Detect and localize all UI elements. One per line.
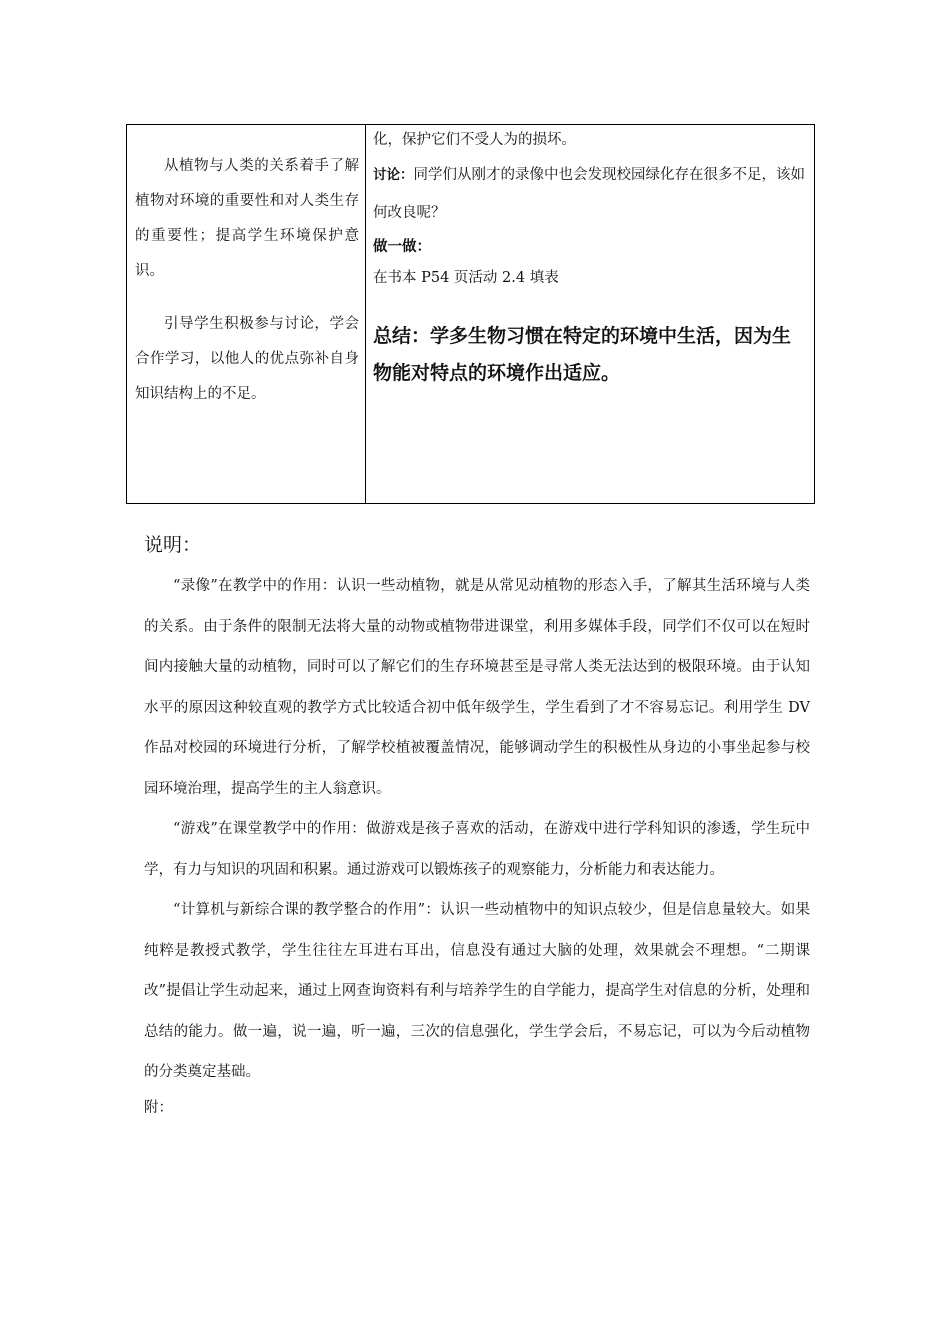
discussion-item xyxy=(373,156,809,232)
goals-cell xyxy=(135,149,359,412)
summary-text: 总结：学多生物习惯在特定的环境中生活，因为生物能对特点的环境作出适应。 xyxy=(373,325,792,384)
notes-title: 说明： xyxy=(144,534,202,556)
do-text: 在书本 P54 页活动 2.4 填表 xyxy=(373,270,559,286)
continued-line: 化，保护它们不受人为的损坏。 xyxy=(373,132,576,148)
discussion-label: 讨论： xyxy=(373,167,414,183)
goal-paragraph: 从植物与人类的关系着手了解植物对环境的重要性和对人类生存的重要性；提高学生环境保护意识。 xyxy=(135,158,359,279)
do-label: 做一做： xyxy=(373,239,431,255)
activities-cell xyxy=(373,125,809,392)
goal-paragraph: 引导学生积极参与讨论，学会合作学习，以他人的优点弥补自身知识结构上的不足。 xyxy=(135,316,359,402)
discussion-text: 同学们从刚才的录像中也会发现校园绿化存在很多不足，该如何改良呢？ xyxy=(373,167,805,221)
notes-paragraph: “游戏”在课堂教学中的作用：做游戏是孩子喜欢的活动，在游戏中进行学科知识的渗透，学生玩中学，有力与知识的巩固和积累。通过游戏可以锻炼孩子的观察能力，分析能力和表达能力。 xyxy=(144,821,810,878)
notes-section xyxy=(144,528,810,1123)
column-divider xyxy=(365,125,366,503)
notes-paragraph: “录像”在教学中的作用：认识一些动植物，就是从常见动植物的形态入手，了解其生活环境与人类的关系。由于条件的限制无法将大量的动物或植物带进课堂，利用多媒体手段，同学们不仅可以在短时间内接触大量的动植物，同时可以了解它们的生存环境甚至是寻常人类无法达到的极限环境。由于认知水平的原因这种较直观的教学方式比较适合初中低年级学生，学生看到了才不容易忘记。利用学生 DV 作品对校园的环境进行分析，了解学校植被覆盖情况，能够调动学生的积极性从身边的小事坐起参与校园环境治理，提高学生的主人翁意识。 xyxy=(144,578,810,797)
appendix-label: 附： xyxy=(144,1099,173,1116)
lesson-table xyxy=(126,124,815,504)
notes-paragraph: “计算机与新综合课的教学整合的作用”：认识一些动植物中的知识点较少，但是信息量较大。如果纯粹是教授式教学，学生往往左耳进右耳出，信息没有通过大脑的处理，效果就会不理想。“二期课改”提倡让学生动起来，通过上网查询资料有利与培养学生的自学能力，提高学生对信息的分析，处理和总结的能力。做一遍，说一遍，听一遍，三次的信息强化，学生学会后，不易忘记，可以为今后动植物的分类奠定基础。 xyxy=(144,902,810,1080)
